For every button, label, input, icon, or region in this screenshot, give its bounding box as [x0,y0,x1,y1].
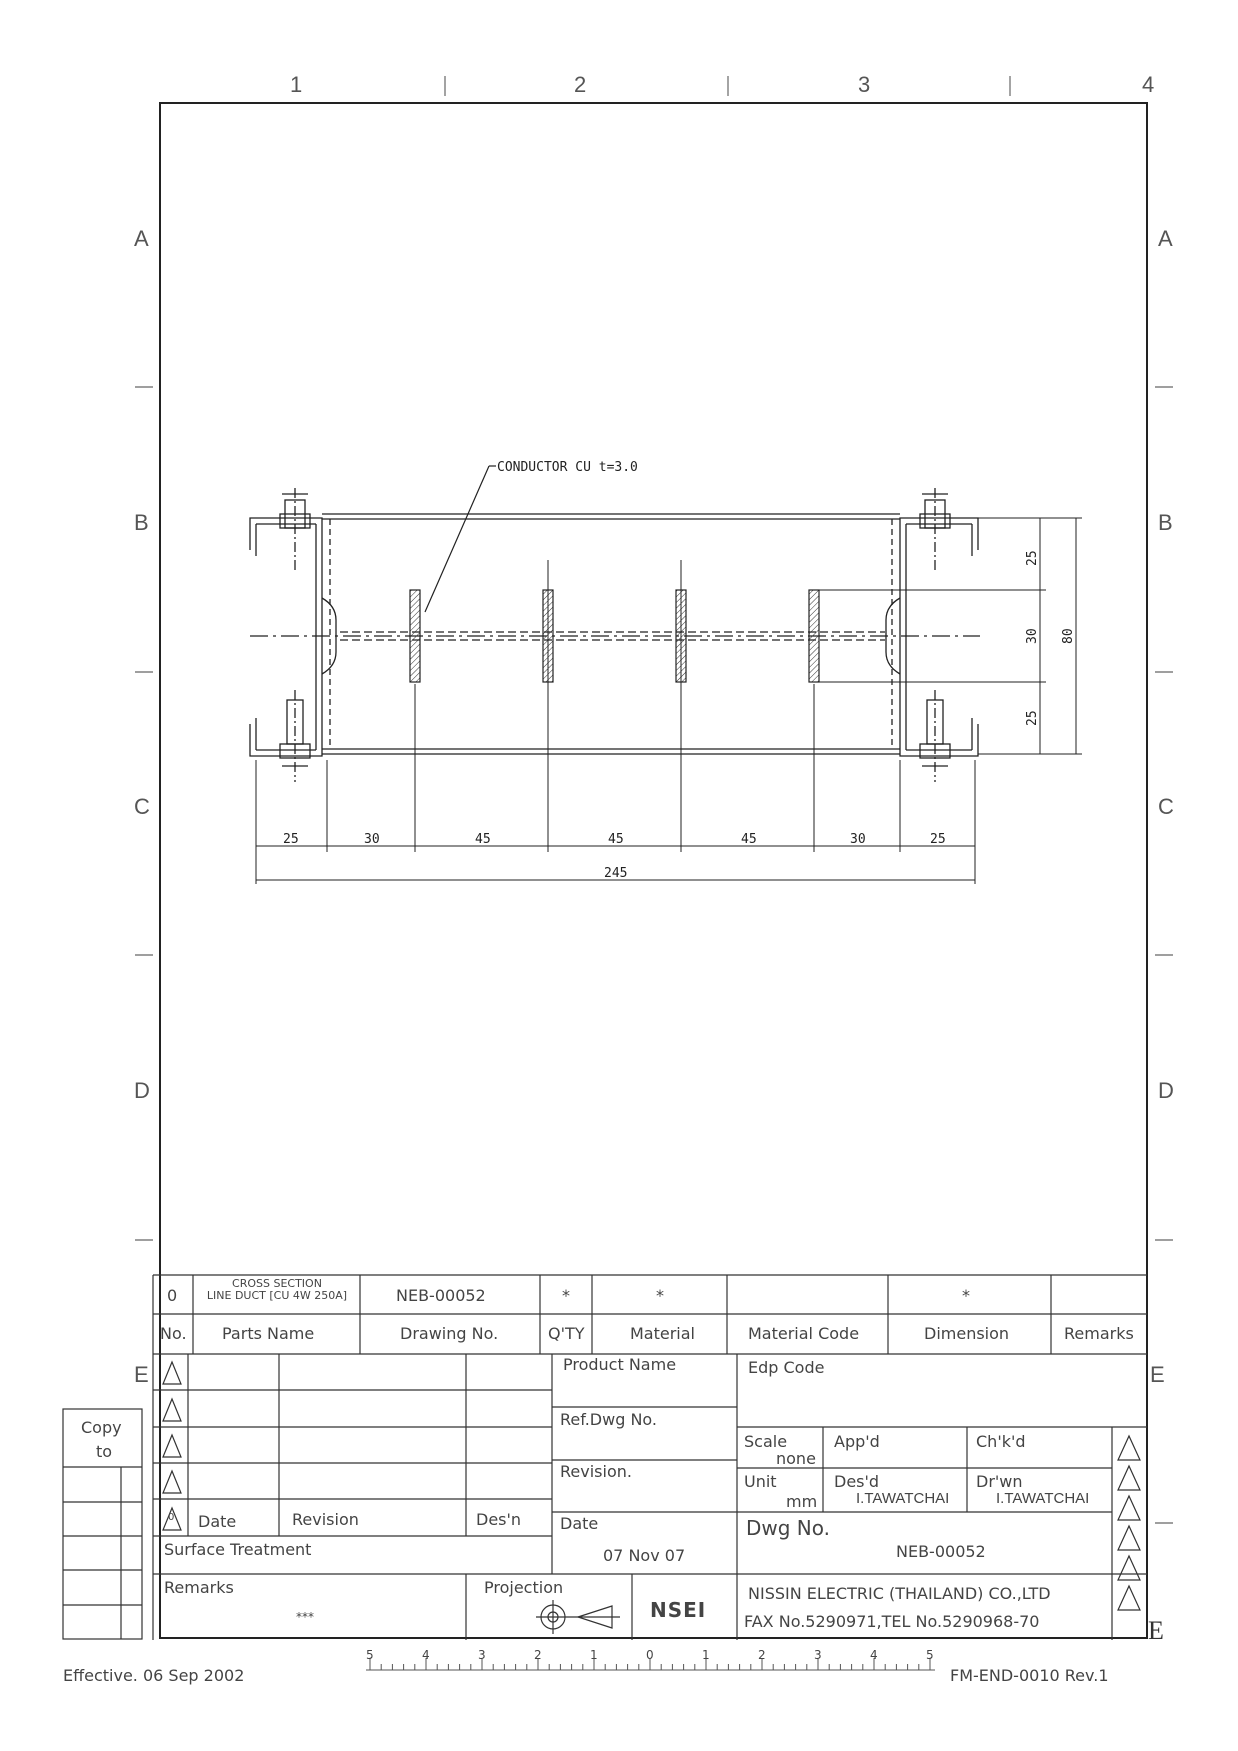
dimension-lines [256,518,1076,880]
zone-row-e-left: E [134,1362,149,1387]
zone-row-c-left: C [134,794,150,819]
desd-value: I.TAWATCHAI [856,1490,950,1507]
conductor-bar-4 [809,590,819,682]
scale-value: none [776,1449,816,1468]
zone-row-d-right: D [1158,1078,1174,1103]
dim-h-1: 25 [283,832,299,847]
remarks-value: *** [296,1610,314,1624]
remarks-label: Remarks [164,1578,234,1597]
dwg-no-label: Dwg No. [746,1516,831,1540]
dim-h-4: 45 [608,832,624,847]
dim-h-6: 30 [850,832,866,847]
appd-label: App'd [834,1432,880,1451]
zone-row-c-right: C [1158,794,1174,819]
header-drawing-no: Drawing No. [400,1324,499,1343]
duct-assembly [250,488,980,782]
dim-h-2: 30 [364,832,380,847]
scale-ruler-label: 1 [590,1648,598,1662]
surface-treatment-label: Surface Treatment [164,1540,312,1559]
zone-row-b-right: B [1158,510,1173,535]
zone-row-d-left: D [134,1078,150,1103]
edp-code-label: Edp Code [748,1358,825,1377]
scale-ruler-label: 4 [422,1648,430,1662]
dim-overall-width: 245 [604,866,628,881]
chkd-label: Ch'k'd [976,1432,1026,1451]
scale-ruler-label: 4 [870,1648,878,1662]
zone-row-e-right: E [1150,1362,1165,1387]
header-no: No. [160,1324,187,1343]
dwg-no-value: NEB-00052 [896,1542,986,1561]
header-dimension: Dimension [924,1324,1010,1343]
revision-triangles-left [163,1362,181,1530]
desd-label: Des'd [834,1472,880,1491]
projection-label: Projection [484,1578,564,1597]
part-no: 0 [167,1286,178,1305]
callout-leader [425,466,496,612]
dim-overall-height: 80 [1061,628,1076,644]
projection-symbol-icon [536,1600,620,1634]
zone-row-a-left: A [134,226,149,251]
product-name-label: Product Name [563,1355,677,1374]
header-qty: Q'TY [548,1324,585,1343]
company-contact: FAX No.5290971,TEL No.5290968-70 [744,1612,1040,1631]
company-logo: NSEI [650,1598,707,1622]
drawing-border [160,103,1147,1638]
zone-row-b-left: B [134,510,149,535]
zone-row-e-right-bottom: E [1148,1616,1164,1645]
scale-ruler-label: 3 [478,1648,486,1662]
scale-ruler-label: 3 [814,1648,822,1662]
dim-v-3: 25 [1025,710,1040,726]
part-material: * [656,1286,664,1305]
revision-field-label: Revision. [560,1462,632,1481]
copy-to-label-line1: Copy [81,1418,122,1437]
extension-lines [256,518,1082,884]
zone-col-3: 3 [858,72,871,97]
scale-label: Scale [744,1432,788,1451]
zone-row-a-right: A [1158,226,1173,251]
rev-desn-label: Des'n [476,1510,522,1529]
effective-date: Effective. 06 Sep 2002 [63,1666,245,1685]
header-material: Material [630,1324,695,1343]
unit-value: mm [786,1492,818,1511]
ref-dwg-label: Ref.Dwg No. [560,1410,658,1429]
drwn-label: Dr'wn [976,1472,1023,1491]
scale-ruler-label: 0 [646,1648,654,1662]
zone-col-4: 4 [1142,72,1155,97]
part-name [196,1278,358,1302]
dim-v-2: 30 [1025,628,1040,644]
dim-h-7: 25 [930,832,946,847]
dim-h-3: 45 [475,832,491,847]
dim-v-1: 25 [1025,550,1040,566]
rev-date-label: Date [198,1512,237,1531]
zone-col-1: 1 [290,72,303,97]
date-field-label: Date [560,1514,599,1533]
header-remarks: Remarks [1064,1324,1134,1343]
form-number: FM-END-0010 Rev.1 [950,1666,1109,1685]
conductor-bar-1 [410,590,420,682]
drwn-value: I.TAWATCHAI [996,1490,1090,1507]
callout-text: CONDUCTOR CU t=3.0 [497,460,638,475]
dim-h-5: 45 [741,832,757,847]
part-dimension: * [962,1286,970,1305]
unit-label: Unit [744,1472,777,1491]
part-qty: * [562,1286,570,1305]
company-name: NISSIN ELECTRIC (THAILAND) CO.,LTD [748,1584,1051,1603]
date-value: 07 Nov 07 [603,1546,686,1565]
scale-ruler-label: 2 [758,1648,766,1662]
header-parts-name: Parts Name [222,1324,315,1343]
scale-ruler-label: 2 [534,1648,542,1662]
scale-ruler-label: 1 [702,1648,710,1662]
part-drawing-no: NEB-00052 [396,1286,486,1305]
scale-ruler-label: 5 [366,1648,374,1662]
rev-last-index: 0 [168,1512,175,1523]
copy-to-label-line2: to [96,1442,113,1461]
scale-ruler-label: 5 [926,1648,934,1662]
part-name-line1: CROSS SECTION [232,1277,322,1290]
zone-col-2: 2 [574,72,587,97]
rev-revision-label: Revision [292,1510,359,1529]
revision-triangles-right [1118,1436,1140,1610]
header-material-code: Material Code [748,1324,860,1343]
part-name-line2: LINE DUCT [CU 4W 250A] [206,1289,348,1302]
